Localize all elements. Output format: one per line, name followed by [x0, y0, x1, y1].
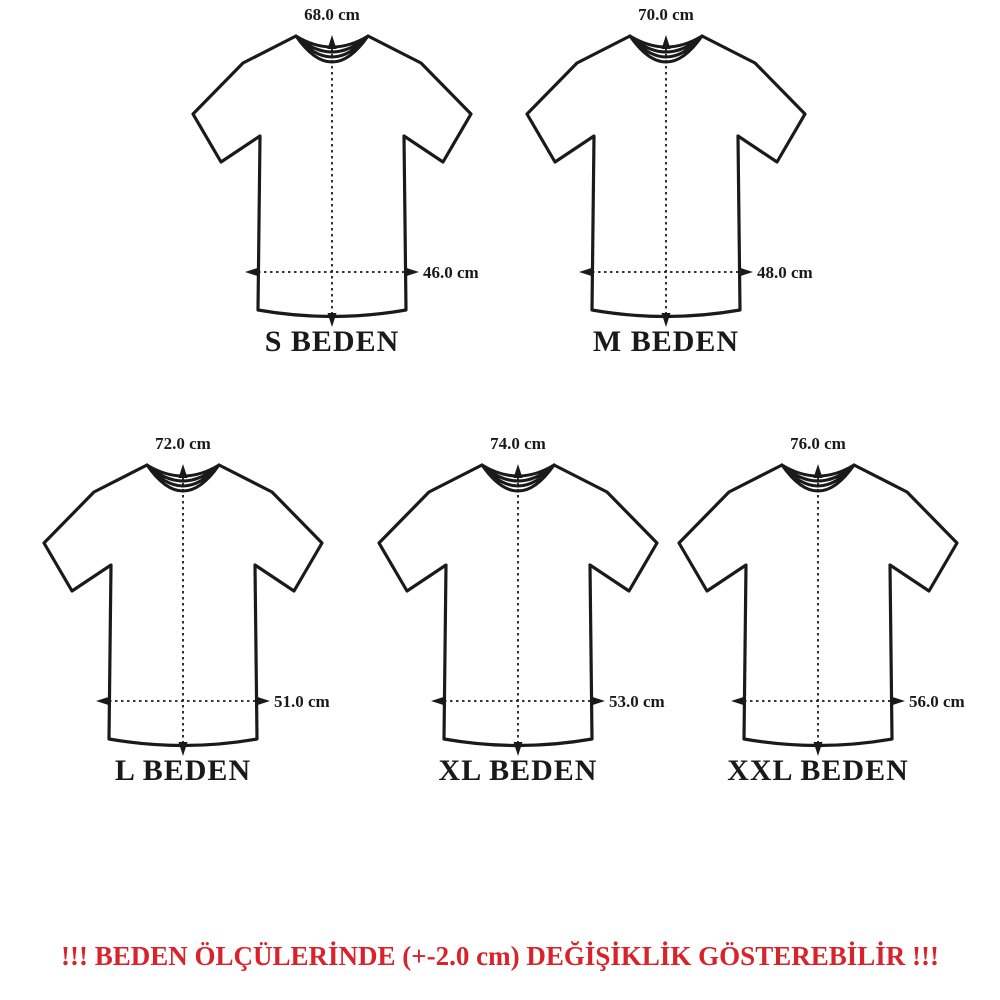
length-label: 76.0 cm	[790, 434, 846, 453]
width-label: 48.0 cm	[757, 263, 813, 282]
tshirt-drawing	[668, 455, 978, 760]
tshirt-drawing	[516, 26, 826, 331]
size-name: S BEDEN	[264, 325, 400, 358]
tshirt-shape-use	[193, 35, 471, 327]
length-label: 74.0 cm	[490, 434, 546, 453]
size-name: L BEDEN	[114, 754, 252, 787]
size-name: XXL BEDEN	[727, 754, 909, 787]
size-name: XL BEDEN	[438, 754, 598, 787]
width-label: 53.0 cm	[609, 692, 665, 711]
tshirt-drawing	[33, 455, 343, 760]
length-label: 72.0 cm	[155, 434, 211, 453]
size-diagram-s	[182, 4, 492, 358]
length-label: 70.0 cm	[638, 5, 694, 24]
tshirt-shape-use	[44, 464, 322, 756]
size-warning-text: !!! BEDEN ÖLÇÜLERİNDE (+-2.0 cm) DEĞİŞİKLİK GÖSTEREBİLİR !!!	[61, 941, 939, 971]
size-name: M BEDEN	[592, 325, 740, 358]
width-label: 56.0 cm	[909, 692, 965, 711]
tshirt-shape-use	[379, 464, 657, 756]
tshirt-drawing	[368, 455, 678, 760]
size-diagram-m	[516, 4, 826, 358]
tshirt-shape-use	[527, 35, 805, 327]
size-diagram-xl	[368, 433, 678, 787]
length-label: 68.0 cm	[304, 5, 360, 24]
size-diagram-l	[33, 433, 343, 787]
size-diagram-xxl	[668, 433, 978, 787]
tshirt-shape-use	[679, 464, 957, 756]
tshirt-drawing	[182, 26, 492, 331]
width-label: 51.0 cm	[274, 692, 330, 711]
width-label: 46.0 cm	[423, 263, 479, 282]
